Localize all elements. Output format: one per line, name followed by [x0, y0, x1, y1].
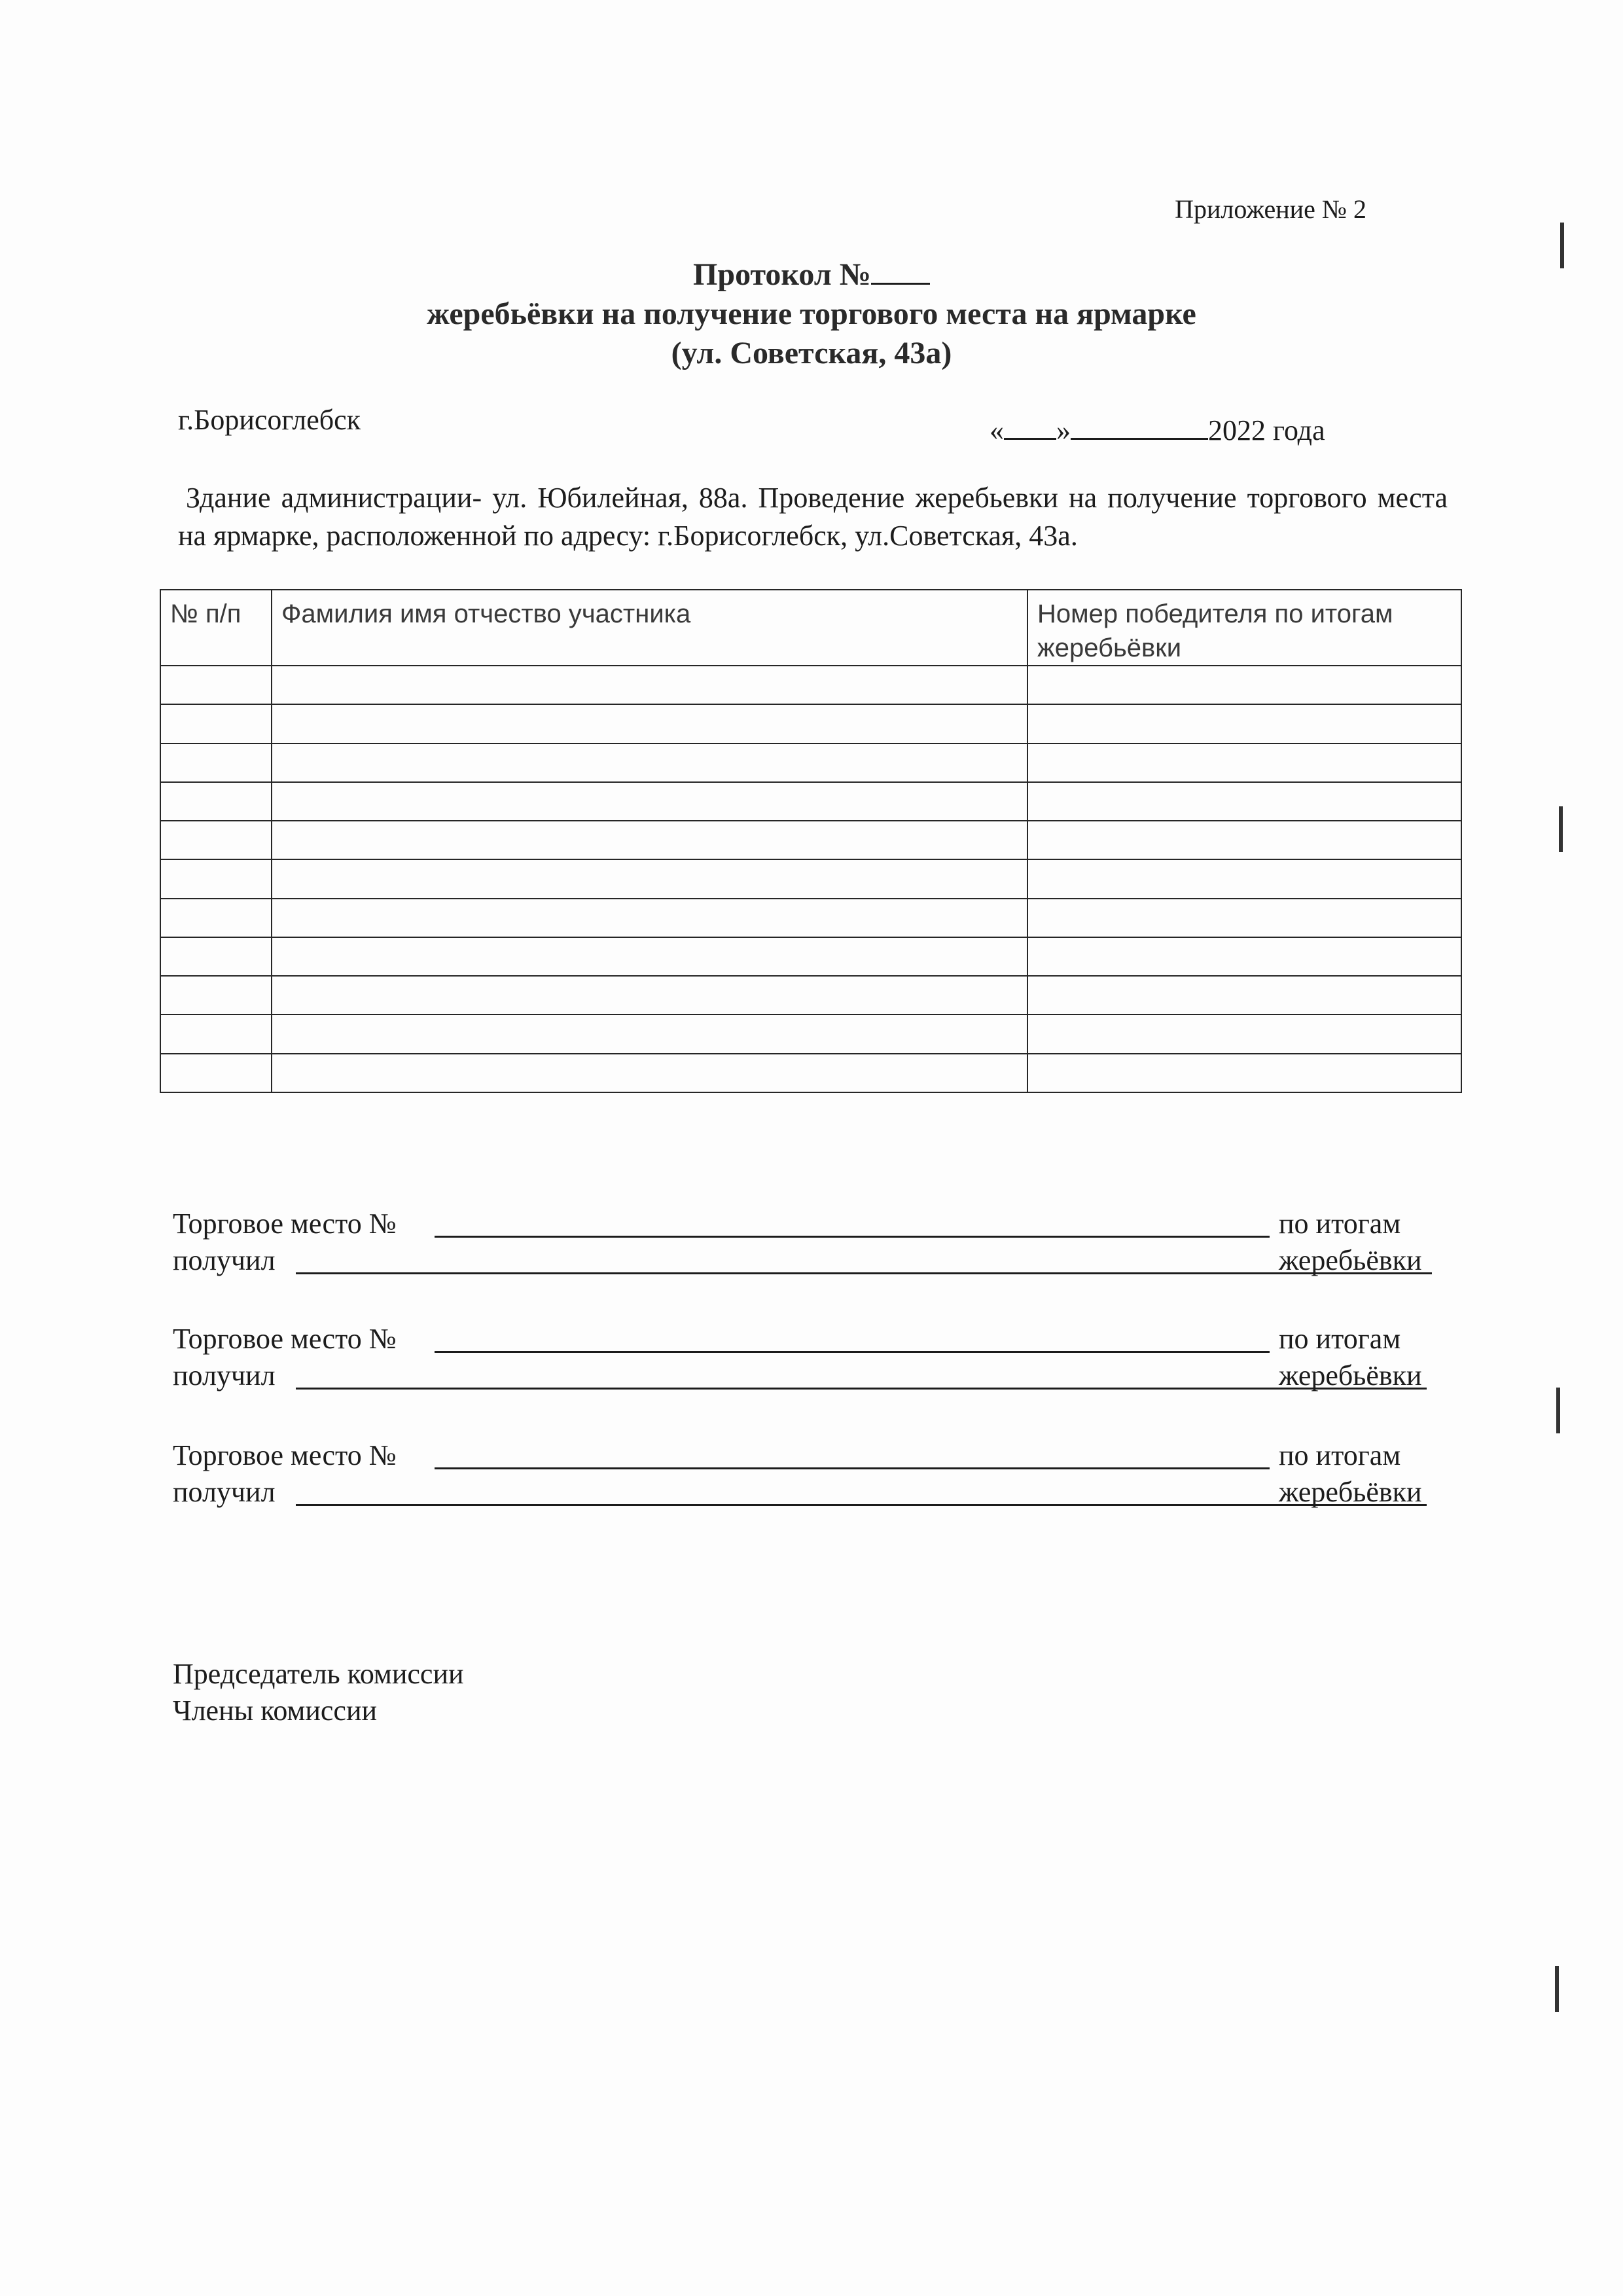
winner-number-cell — [1027, 859, 1461, 898]
winner-number-cell — [1027, 666, 1461, 704]
lot-suffix: по итогам жеребьёвки — [1279, 1323, 1422, 1391]
winner-number-cell — [1027, 899, 1461, 937]
table-row — [160, 1054, 1461, 1092]
scan-margin-mark — [1559, 806, 1563, 852]
winner-number-cell — [1027, 937, 1461, 976]
table-row — [160, 976, 1461, 1014]
table-row — [160, 1014, 1461, 1053]
date-line — [990, 414, 1325, 447]
lot-prefix: Торговое место № — [173, 1439, 397, 1471]
received-label: получил — [173, 1244, 276, 1276]
winner-number-cell — [1027, 1014, 1461, 1053]
table-row — [160, 899, 1461, 937]
location-paragraph: Здание администрации- ул. Юбилейная, 88а. Проведение жеребьевки на получение торгового места на ярмарке, расположенной по адресу: г.Борисоглебск, ул.Советская, 43а. — [178, 482, 1448, 552]
received-label: получил — [173, 1359, 276, 1391]
row-number-cell — [160, 782, 272, 821]
lot-prefix: Торговое место № — [173, 1323, 397, 1355]
protocol-address: (ул. Советская, 43а) — [671, 336, 952, 370]
date-close-quote: » — [1056, 414, 1071, 446]
recipient-blank — [296, 1388, 1427, 1390]
participant-name-cell — [272, 704, 1027, 743]
table-row — [160, 937, 1461, 976]
table-body — [160, 666, 1461, 1092]
participant-name-cell — [272, 821, 1027, 859]
protocol-title-text: Протокол № — [693, 257, 871, 292]
row-number-cell — [160, 859, 272, 898]
recipient-blank — [296, 1272, 1432, 1274]
participant-name-cell — [272, 782, 1027, 821]
protocol-title — [0, 257, 1623, 293]
participants-table — [160, 589, 1462, 1093]
date-open-quote: « — [990, 414, 1004, 446]
winner-number-cell — [1027, 1054, 1461, 1092]
members-label: Члены комиссии — [173, 1695, 378, 1727]
winner-number-cell — [1027, 782, 1461, 821]
participant-name-cell — [272, 899, 1027, 937]
received-label: получил — [173, 1476, 276, 1508]
row-number-cell — [160, 1054, 272, 1092]
received-line — [173, 1242, 1455, 1279]
date-year: 2022 года — [1208, 414, 1325, 446]
participant-name-cell — [272, 976, 1027, 1014]
winner-number-cell — [1027, 704, 1461, 743]
month-blank — [1071, 438, 1208, 440]
row-number-cell — [160, 744, 272, 782]
participant-name-cell — [272, 859, 1027, 898]
protocol-subtitle: жеребьёвки на получение торгового места на ярмарке — [427, 296, 1196, 331]
lot-prefix: Торговое место № — [173, 1208, 397, 1240]
lot-section-2 — [173, 1321, 1455, 1394]
received-line — [173, 1474, 1455, 1511]
table-row — [160, 859, 1461, 898]
participant-name-cell — [272, 1054, 1027, 1092]
winner-number-cell — [1027, 976, 1461, 1014]
lot-number-blank — [435, 1236, 1270, 1238]
lot-section-3 — [173, 1437, 1455, 1511]
table-row — [160, 782, 1461, 821]
received-line — [173, 1357, 1455, 1394]
table-header-row — [160, 590, 1461, 666]
row-number-cell — [160, 976, 272, 1014]
participant-name-cell — [272, 1014, 1027, 1053]
city: г.Борисоглебск — [178, 404, 361, 436]
column-header-name: Фамилия имя отчество участника — [272, 590, 1027, 666]
protocol-number-blank — [871, 283, 930, 285]
scan-margin-mark — [1556, 1388, 1560, 1433]
row-number-cell — [160, 821, 272, 859]
lot-suffix: по итогам жеребьёвки — [1279, 1439, 1422, 1508]
winner-number-cell — [1027, 744, 1461, 782]
lot-section-1 — [173, 1206, 1455, 1279]
column-header-winner: Номер победителя по итогам жеребьёвки — [1027, 590, 1461, 666]
participant-name-cell — [272, 666, 1027, 704]
table-row — [160, 744, 1461, 782]
row-number-cell — [160, 937, 272, 976]
table-row — [160, 704, 1461, 743]
table-row — [160, 821, 1461, 859]
appendix-label: Приложение № 2 — [1175, 194, 1366, 224]
column-header-number: № п/п — [160, 590, 272, 666]
winner-number-cell — [1027, 821, 1461, 859]
row-number-cell — [160, 899, 272, 937]
recipient-blank — [296, 1504, 1427, 1506]
table-row — [160, 666, 1461, 704]
lot-number-blank — [435, 1351, 1270, 1353]
row-number-cell — [160, 704, 272, 743]
lot-number-blank — [435, 1467, 1270, 1469]
day-blank — [1004, 438, 1056, 440]
lot-suffix: по итогам жеребьёвки — [1279, 1208, 1422, 1276]
participant-name-cell — [272, 937, 1027, 976]
row-number-cell — [160, 666, 272, 704]
row-number-cell — [160, 1014, 272, 1053]
scan-margin-mark — [1555, 1966, 1559, 2012]
participant-name-cell — [272, 744, 1027, 782]
chairman-label: Председатель комиссии — [173, 1658, 464, 1690]
